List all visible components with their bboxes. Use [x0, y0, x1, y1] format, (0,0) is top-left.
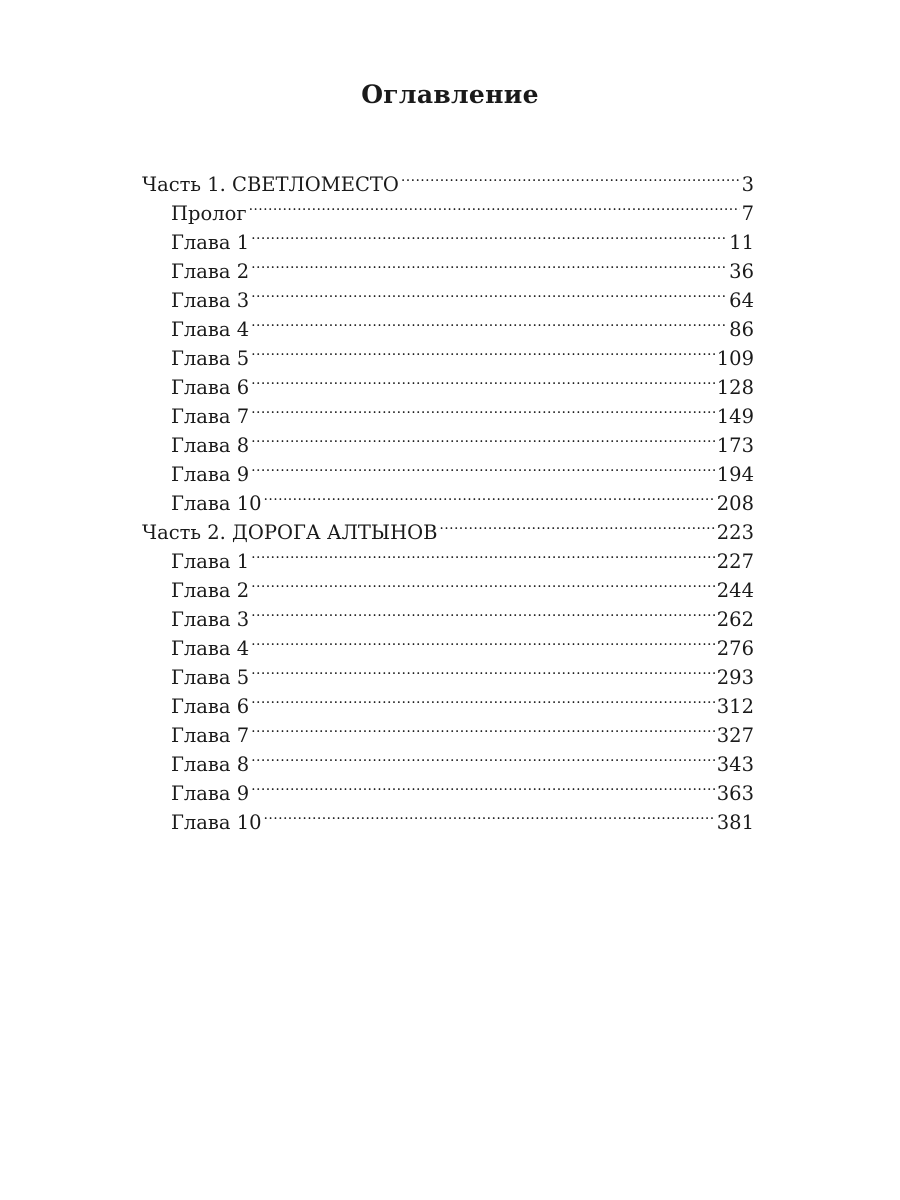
toc-entry-label: Глава 4	[171, 318, 250, 341]
toc-chapter-entry	[142, 605, 754, 634]
toc-entry-label: Глава 8	[171, 753, 250, 776]
toc-part-entry	[142, 518, 754, 547]
page-title: Оглавление	[361, 80, 539, 109]
toc-chapter-entry	[142, 402, 754, 431]
toc-entry-page-number: 327	[716, 724, 754, 747]
toc-entry-page-number: 262	[716, 608, 754, 631]
toc-chapter-entry	[142, 692, 754, 721]
toc-chapter-entry	[142, 199, 754, 228]
toc-entry-label: Глава 1	[171, 231, 250, 254]
toc-chapter-entry	[142, 547, 754, 576]
toc-entry-page-number: 64	[729, 289, 754, 312]
toc-entry-label: Часть 2. ДОРОГА АЛТЫНОВ	[142, 521, 438, 544]
toc-entry-label: Глава 10	[171, 492, 262, 515]
toc-entry-page-number: 227	[716, 550, 754, 573]
toc-entry-label: Глава 10	[171, 811, 262, 834]
toc-entry-page-number: 276	[716, 637, 754, 660]
toc-entry-label: Глава 2	[171, 260, 250, 283]
toc-entry-page-number: 86	[729, 318, 754, 341]
toc-chapter-entry	[142, 750, 754, 779]
toc-entry-label: Глава 9	[171, 463, 250, 486]
toc-entry-page-number: 3	[741, 173, 754, 196]
toc-chapter-entry	[142, 779, 754, 808]
toc-entry-label: Глава 7	[171, 405, 250, 428]
toc-entry-label: Глава 4	[171, 637, 250, 660]
dot-leader	[251, 433, 715, 453]
toc-entry-page-number: 7	[741, 202, 754, 225]
dot-leader	[251, 723, 715, 743]
toc-entry-label: Часть 1. СВЕТЛОМЕСТО	[142, 173, 399, 196]
toc-entry-page-number: 149	[716, 405, 754, 428]
toc-entry-page-number: 109	[716, 347, 754, 370]
dot-leader	[251, 578, 715, 598]
toc-entry-page-number: 173	[716, 434, 754, 457]
dot-leader	[251, 636, 715, 656]
toc-entry-label: Глава 3	[171, 608, 250, 631]
toc-entry-page-number: 194	[716, 463, 754, 486]
dot-leader	[251, 462, 715, 482]
dot-leader	[251, 259, 727, 279]
dot-leader	[251, 375, 715, 395]
toc-entry-label: Глава 1	[171, 550, 250, 573]
dot-leader	[264, 491, 715, 511]
toc-entry-label: Глава 3	[171, 289, 250, 312]
toc-entry-page-number: 244	[716, 579, 754, 602]
toc-chapter-entry	[142, 257, 754, 286]
toc-chapter-entry	[142, 663, 754, 692]
toc-entry-label: Глава 9	[171, 782, 250, 805]
toc-chapter-entry	[142, 373, 754, 402]
toc-entry-page-number: 381	[716, 811, 754, 834]
dot-leader	[251, 781, 715, 801]
toc-entry-page-number: 36	[729, 260, 754, 283]
toc-chapter-entry	[142, 344, 754, 373]
toc-entry-page-number: 343	[716, 753, 754, 776]
dot-leader	[251, 288, 727, 308]
toc-entry-label: Глава 8	[171, 434, 250, 457]
toc-entry-page-number: 363	[716, 782, 754, 805]
toc-entry-page-number: 128	[716, 376, 754, 399]
toc-chapter-entry	[142, 808, 754, 837]
toc-entry-page-number: 293	[716, 666, 754, 689]
toc-chapter-entry	[142, 286, 754, 315]
toc-chapter-entry	[142, 431, 754, 460]
toc-entry-label: Глава 6	[171, 695, 250, 718]
dot-leader	[439, 520, 714, 540]
dot-leader	[251, 665, 715, 685]
toc-chapter-entry	[142, 634, 754, 663]
toc-chapter-entry	[142, 460, 754, 489]
toc-entry-page-number: 312	[716, 695, 754, 718]
dot-leader	[249, 201, 740, 221]
dot-leader	[251, 404, 715, 424]
dot-leader	[251, 549, 715, 569]
toc-entry-page-number: 208	[716, 492, 754, 515]
dot-leader	[251, 230, 727, 250]
toc-entry-label: Глава 6	[171, 376, 250, 399]
toc-entry-page-number: 223	[716, 521, 754, 544]
toc-chapter-entry	[142, 228, 754, 257]
dot-leader	[264, 810, 715, 830]
toc-chapter-entry	[142, 315, 754, 344]
dot-leader	[251, 317, 727, 337]
dot-leader	[251, 752, 715, 772]
dot-leader	[251, 694, 715, 714]
toc-entry-label: Глава 5	[171, 347, 250, 370]
toc-entry-label: Глава 5	[171, 666, 250, 689]
toc-entry-label: Глава 2	[171, 579, 250, 602]
toc-chapter-entry	[142, 721, 754, 750]
dot-leader	[401, 172, 740, 192]
dot-leader	[251, 607, 715, 627]
toc-chapter-entry	[142, 576, 754, 605]
dot-leader	[251, 346, 715, 366]
toc-chapter-entry	[142, 489, 754, 518]
toc-entry-label: Глава 7	[171, 724, 250, 747]
toc-part-entry	[142, 170, 754, 199]
toc-entry-label: Пролог	[171, 202, 247, 225]
toc-entry-page-number: 11	[729, 231, 754, 254]
table-of-contents	[142, 170, 754, 837]
